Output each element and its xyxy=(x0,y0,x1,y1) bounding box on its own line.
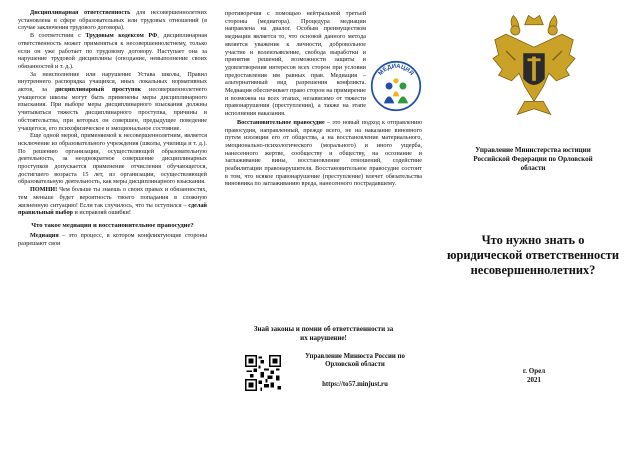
left-column xyxy=(0,0,215,453)
paragraph-disciplinary xyxy=(18,9,207,32)
text-span: За неисполнение или нарушение Устава школы, Правил внутреннего распорядка учащихся, иных локальных нормативных актов, за xyxy=(18,70,207,94)
term-mediation: Медиация xyxy=(30,231,59,239)
org-line: Управление Министерства юстиции xyxy=(475,146,591,154)
text-span: для несовершеннолетних установлена в сфере образовательных или трудовых отношений (в случае заключения трудового договора). xyxy=(18,9,207,32)
org-line: Орловской области xyxy=(325,361,385,369)
website-link[interactable]: https://to57.minjust.ru xyxy=(322,381,388,388)
text-span: , дисциплинарная ответственность может применяться к несовершеннолетнему, только если он уже работает по трудовому договору. Наступает она за нарушение трудовой дисциплины (опоздание, невыполнение своих обязанностей и т. д.). xyxy=(18,32,207,70)
term-right-choice: сделай правильный выбор xyxy=(18,201,207,217)
mediation-logo-text: МЕДИАЦИЯ xyxy=(377,63,415,78)
term-disciplinary: Дисциплинарная ответственность xyxy=(30,9,131,16)
text-span: В соответствии с xyxy=(30,32,86,40)
know-laws-block xyxy=(225,325,422,342)
org-name-header xyxy=(436,146,630,173)
year: 2021 xyxy=(527,376,541,384)
paragraph-school xyxy=(18,71,207,133)
section-title-mediation: Что такое медиация и восстановительное правосудие? xyxy=(31,221,194,229)
brochure-title xyxy=(436,233,630,278)
double-headed-eagle-emblem-icon xyxy=(486,8,582,120)
paragraph-restorative xyxy=(225,119,422,188)
paragraph-mediation-start xyxy=(18,232,207,247)
paragraph-remember xyxy=(18,186,207,217)
city: г. Орел xyxy=(522,367,546,375)
org-name-ministry xyxy=(295,353,415,370)
text-span: и исправляй ошибки! xyxy=(72,209,131,217)
know-laws-line1: Знай законы и помни об ответственности за xyxy=(253,325,394,333)
paragraph-mediation-cont: противоречия с помощью нейтральной третьей стороны (медиатора). Процедура медиации направлена на диалог. Особым преимуществом медиации является то, что основой данного метода является уважение к личности, добровольное участие и волеизъявление, свобода выработки и принятия решений, возможности защиты и удовлетворения интересов всех сторон при условии предоставления им равных прав. Медиация – альтернативный вид разрешения конфликта. Медиация обеспечивает право сторон на примирение и возможна на всех этапах, независимо от тяжести правонарушения (преступления), а также на этапе исполнения наказания. xyxy=(225,10,366,118)
org-line: Управление Минюста России по xyxy=(305,353,405,360)
org-line: области xyxy=(520,164,546,172)
text-span: несовершеннолетнего учащегося школы могут быть применены меры дисциплинарного взыскания. При выборе меры дисциплинарного взыскания должны учитываться тяжесть дисциплинарного проступка, причины и обстоятельства, при которых он совершен, предыдущее поведение учащегося, его психофизическое и эмоциональное состояние. xyxy=(18,86,208,132)
org-line: Российской Федерации по Орловской xyxy=(473,155,593,163)
paragraph-expulsion: Еще одной мерой, применяемой к несовершеннолетним, является исключение из образовательного учреждения (школы, училища и т. д.). По решению организации, осуществляющей образовательную деятельность, за неоднократное совершение дисциплинарных проступков допускается применение отчисления обучающегося, достигшего возраста 15 лет, из организации, осуществляющей образовательную деятельность, как меры дисциплинарного взыскания. xyxy=(18,132,207,186)
know-laws-line2: их нарушение! xyxy=(300,333,347,342)
term-restorative: Восстановительное правосудие xyxy=(237,118,325,126)
text-span: – это новый подход к отправлению правосудия, направленный, прежде всего, не на наказание виновного путем изоляции его от общества, а на восстановление материального, эмоционально-психологического (морального) и иного ущерба, нанесенного жертве, сообществу и обществу, на осознание и заглаживание вины, восстановление отношений, содействие реабилитации правонарушителя. Восстановительное правосудие состоит в том, что всякое правонарушение (преступление) влечет обязательства виновника по заглаживанию вреда, нанесенного пострадавшему. xyxy=(225,118,422,188)
city-year xyxy=(428,367,640,385)
qr-code-icon[interactable] xyxy=(245,355,281,391)
text-span: – это процесс, в котором конфликтующие стороны разрешают свои xyxy=(18,231,207,247)
title-line: Что нужно знать о xyxy=(481,233,585,247)
term-labor-code: Трудовым кодексом РФ xyxy=(85,32,158,40)
text-span: Чем больше ты знаешь о своих правах и обязанностях, тем меньше будет вероятность твоего попадания в сложную жизненную ситуацию! Если так случилось, что ты оступился – xyxy=(18,186,207,209)
middle-column xyxy=(215,0,428,453)
term-offense: дисциплинарный проступок xyxy=(54,86,142,94)
mediation-logo-icon xyxy=(370,58,422,114)
title-line: юридической ответственности xyxy=(447,248,619,262)
cover-column xyxy=(428,0,640,453)
paragraph-labor-code xyxy=(18,32,207,71)
title-line: несовершеннолетних? xyxy=(470,263,596,277)
term-remember: ПОМНИ! xyxy=(30,186,58,194)
